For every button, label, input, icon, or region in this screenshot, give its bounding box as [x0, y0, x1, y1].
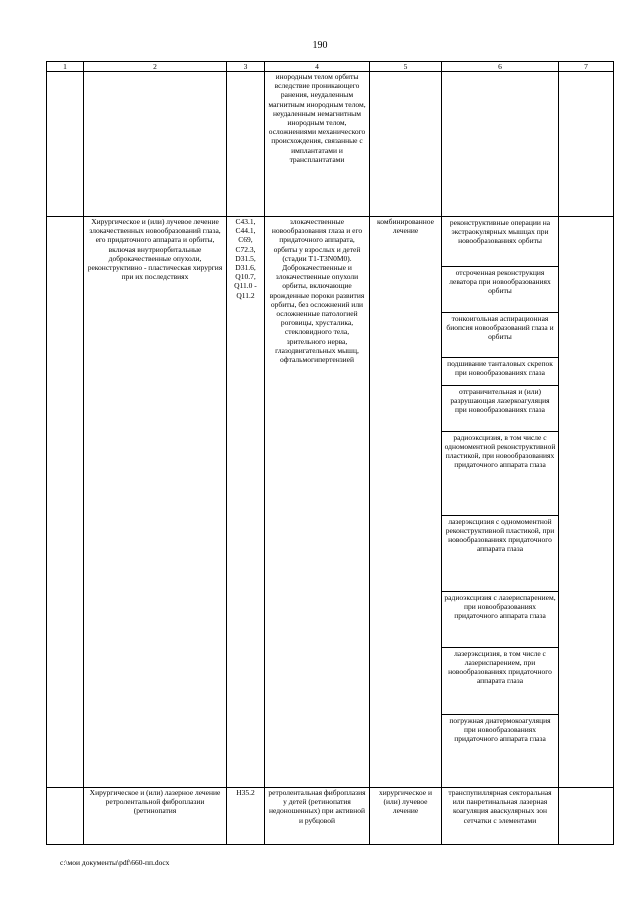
method-item: радиоэксцизия с лазериспарением, при новообразованиях придаточного аппарата глаза	[442, 591, 558, 647]
method-item: погружная диатермокоагуляция при новообразованиях придаточного аппарата глаза	[449, 715, 551, 743]
cell-treatment-method	[442, 72, 559, 217]
cell-treatment-type: Хирургическое и (или) лазерное лечение ретролентальной фиброплазии (ретинопатия	[84, 788, 227, 845]
table-header-row	[47, 62, 614, 72]
cell-treatment-type	[84, 72, 227, 217]
procedures-table	[46, 61, 614, 845]
cell-icd-codes: H35.2	[227, 788, 265, 845]
column-header: 5	[370, 62, 442, 72]
cell-number	[47, 217, 84, 788]
method-item: лазерэксцизия, в том числе с лазериспарением, при новообразованиях придаточного аппарата глаза	[442, 647, 558, 714]
cell-cost	[559, 72, 614, 217]
table-row	[47, 217, 614, 788]
method-item: отграничительная и (или) разрушающая лазеркоагуляция при новообразованиях глаза	[442, 385, 558, 431]
cell-patient-model: ретролентальная фиброплазия у детей (ретинопатия недоношенных) при активной и рубцовой	[265, 788, 370, 845]
column-header: 2	[84, 62, 227, 72]
cell-treatment-kind	[370, 72, 442, 217]
table-row	[47, 72, 614, 217]
cell-treatment-type: Хирургическое и (или) лучевое лечение злокачественных новообразований глаза, его придаточного аппарата и орбиты, включая внутриорбитальные доброкачественные опухоли, реконструктивно - пластическая хирургия при их последствиях	[84, 217, 227, 788]
method-item: реконструктивные операции на экстраокулярных мышцах при новообразованиях орбиты	[442, 217, 558, 266]
cell-treatment-methods	[442, 217, 559, 788]
cell-cost	[559, 788, 614, 845]
column-header: 6	[442, 62, 559, 72]
method-item: радиоэксцизия, в том числе с одномоментной реконструктивной пластикой, при новообразованиях придаточного аппарата глаза	[442, 431, 558, 515]
cell-icd-codes	[227, 72, 265, 217]
column-header: 1	[47, 62, 84, 72]
cell-patient-model: инородным телом орбиты вследствие проникающего ранения, неудаленным магнитным инородным телом, неудаленным немагнитным инородным телом, осложнениями механического происхождения, связанные с имплантатами и трансплантатами	[265, 72, 370, 217]
cell-treatment-method: транспупиллярная секторальная или панретинальная лазерная коагуляция аваскулярных зон сетчатки с элементами	[442, 788, 559, 845]
page-number: 190	[312, 40, 328, 51]
method-item: лазерэксцизия с одномоментной реконструктивной пластикой, при новообразованиях придаточного аппарата глаза	[442, 515, 558, 591]
cell-treatment-kind: комбинированное лечение	[370, 217, 442, 788]
file-path-footer: c:\мои документы\pdf\660-пп.docx	[60, 858, 170, 867]
cell-icd-codes: C43.1, C44.1, C69, C72.3, D31.5, D31.6, Q10.7, Q11.0 - Q11.2	[227, 217, 265, 788]
method-item: тонкоигольная аспирационная биопсия новообразований глаза и орбиты	[442, 312, 558, 357]
methods-list	[442, 217, 558, 787]
column-header: 3	[227, 62, 265, 72]
method-item: отсроченная реконструкция леватора при новообразованиях орбиты	[442, 266, 558, 312]
column-header: 7	[559, 62, 614, 72]
cell-number	[47, 788, 84, 845]
table-row	[47, 788, 614, 845]
cell-patient-model: злокачественные новообразования глаза и его придаточного аппарата, орбиты у взрослых и детей (стадии T1-T3N0M0). Доброкачественные и злокачественные опухоли орбиты, включающие врожденные пороки развития орбиты, без осложнений или осложненные патологией роговицы, хрусталика, стекловидного тела, зрительного нерва, глазодвигательных мышц, офтальмогипертензией	[265, 217, 370, 788]
cell-treatment-kind: хирургическое и (или) лучевое лечение	[370, 788, 442, 845]
method-item: подшивание танталовых скрепок при новообразованиях глаза	[442, 357, 558, 385]
cell-number	[47, 72, 84, 217]
column-header: 4	[265, 62, 370, 72]
cell-cost	[559, 217, 614, 788]
